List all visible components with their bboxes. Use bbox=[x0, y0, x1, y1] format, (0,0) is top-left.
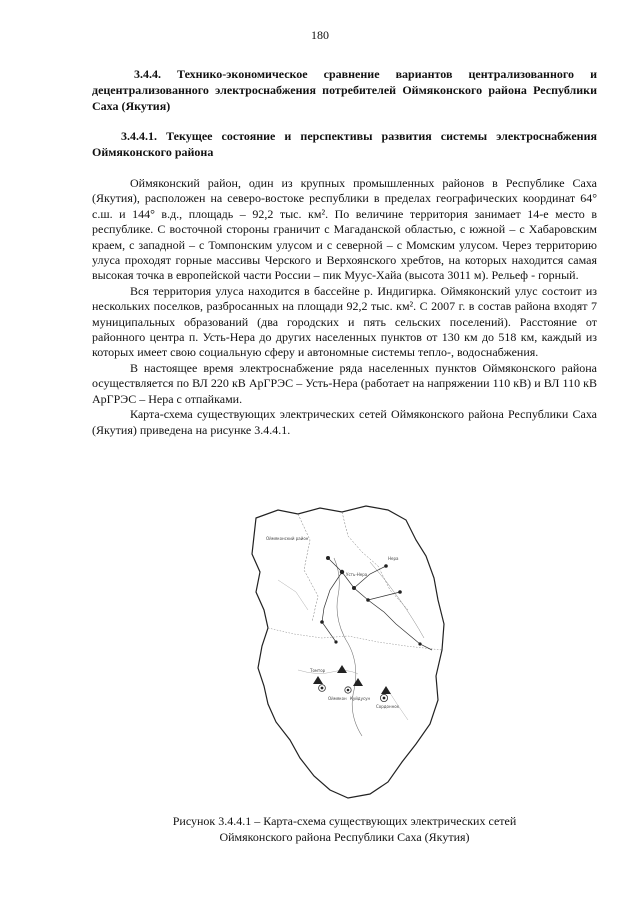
paragraph-1: Оймяконский район, один из крупных промышленных районов в Республике Саха (Якутия), расположен на северо-востоке республики в пределах географических координат 64° с.ш. и 144° в.д., площадь – 92,2 тыс. км². По величине территория занимает 14-е место в республике. С восточной стороны граничит с Магаданской областью, с южной – с Хабаровским краем, с западной – с Томпонским улусом и с северной – с Момским улусом. Через территорию улуса проходят горные массивы Черского и Верхоянского хребтов, на которых находится самая высокая точка в европейской части России – пик Муус-Хайа (высота 3011 м). Рельеф - горный. bbox=[92, 176, 597, 283]
paragraph-2: Вся территория улуса находится в бассейне р. Индигирка. Оймяконский улус состоит из нескольких поселков, разбросанных на площади 92,2 тыс. км². С 2007 г. в состав района входят 7 муниципальных образований (два городских и пять сельских поселений). Расстояние от районного центра п. Усть-Нера до других населенных пунктов от 130 км до 518 км, каждый из которых имеет свою социальную сферу и автономные системы тепло-, водоснабжения. bbox=[92, 283, 597, 360]
page-number: 180 bbox=[311, 28, 329, 42]
caption-line-1: Рисунок 3.4.4.1 – Карта-схема существующих электрических сетей bbox=[172, 814, 517, 828]
label-north-region: Оймяконский район bbox=[266, 536, 309, 541]
label-nera: Нера bbox=[388, 556, 399, 561]
label-sordonnoh: Сордоннох bbox=[376, 704, 400, 709]
figure-caption bbox=[92, 814, 597, 845]
label-ust-nera: Усть-Нера bbox=[346, 572, 368, 577]
label-tomtor: Томтор bbox=[310, 668, 326, 673]
label-oymyakon: Оймякон bbox=[328, 696, 347, 701]
subsection-heading: 3.4.4.1. Текущее состояние и перспективы развития системы электроснабжения Оймяконского района bbox=[92, 129, 597, 159]
caption-line-2: Оймяконского района Республики Саха (Якутия) bbox=[219, 829, 470, 844]
paragraph-4: Карта-схема существующих электрических сетей Оймяконского района Республики Саха (Якутия) приведена на рисунке 3.4.4.1. bbox=[92, 407, 597, 437]
district-boundary bbox=[252, 506, 444, 798]
body-text bbox=[92, 176, 597, 438]
paragraph-3: В настоящее время электроснабжение ряда населенных пунктов Оймяконского района осуществляется по ВЛ 220 кВ АрГРЭС – Усть-Нера (работает на напряжении 110 кВ) и ВЛ 110 кВ АрГРЭС – Нера с отпайками. bbox=[92, 360, 597, 406]
district-map bbox=[238, 500, 458, 800]
section-heading: 3.4.4. Технико-экономическое сравнение вариантов централизованного и децентрализованного электроснабжения потребителей Оймяконского района Республики Саха (Якутия) bbox=[92, 67, 597, 113]
district-map-figure bbox=[238, 500, 458, 800]
label-kuidusun: Куйдусун bbox=[350, 696, 371, 701]
settlement-markers bbox=[320, 556, 421, 646]
